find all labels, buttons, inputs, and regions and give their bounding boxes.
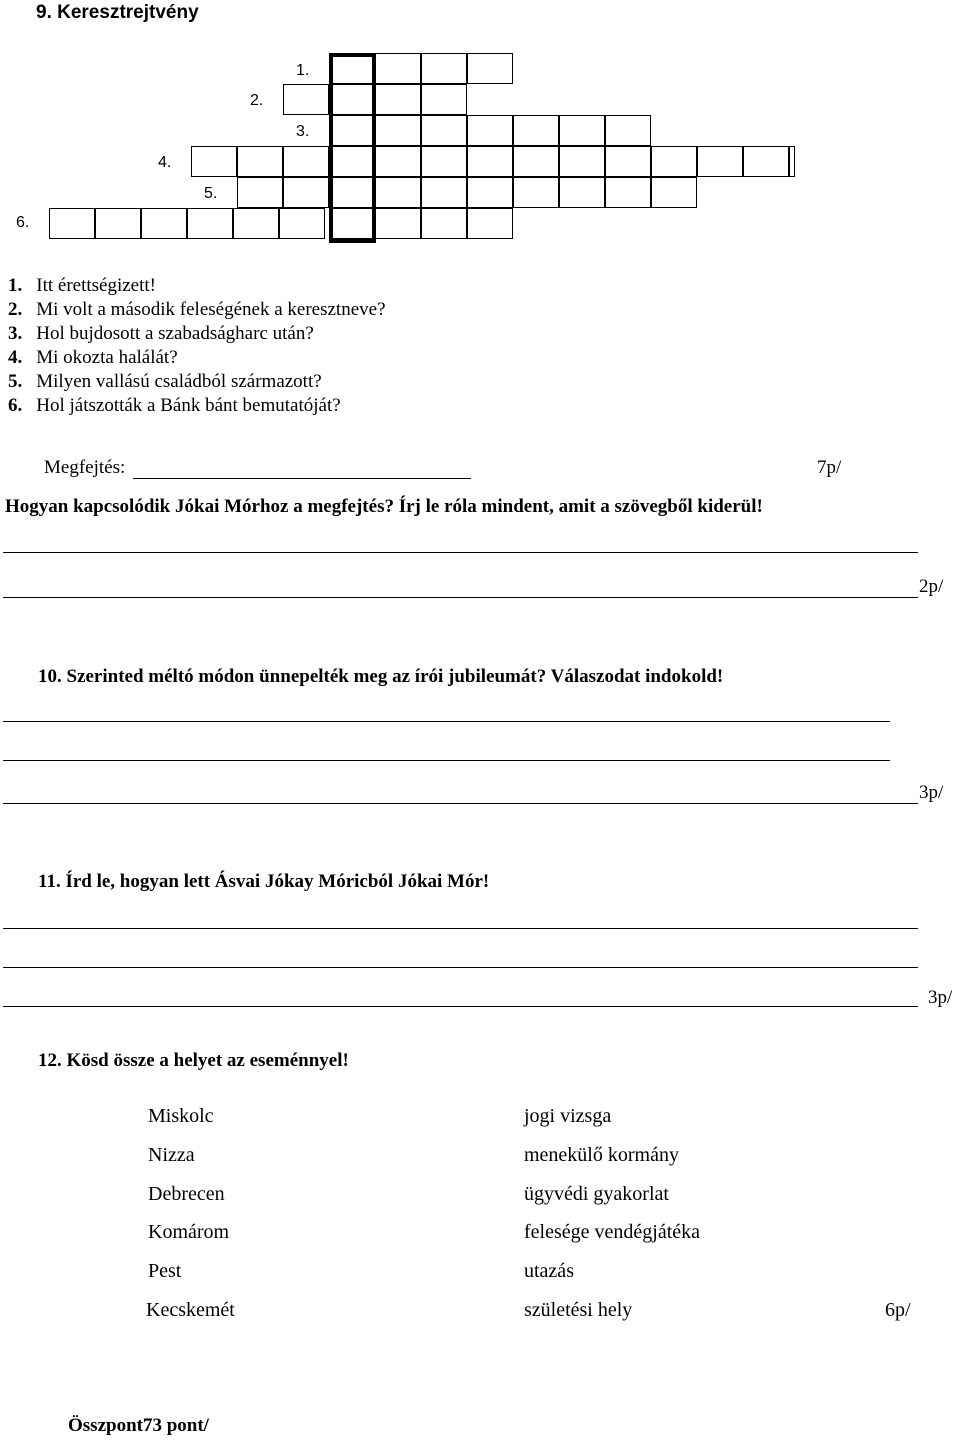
crossword-cell[interactable] bbox=[329, 53, 375, 84]
question-points: 3p/ bbox=[919, 782, 944, 803]
crossword-cell[interactable] bbox=[789, 146, 795, 177]
clue-item: 6. Hol játszották a Bánk bánt bemutatóját? bbox=[8, 395, 341, 416]
crossword-cell[interactable] bbox=[283, 146, 329, 177]
crossword-cell[interactable] bbox=[743, 146, 789, 177]
solution-answer-line[interactable] bbox=[133, 478, 471, 479]
crossword-cell[interactable] bbox=[421, 53, 467, 84]
answer-line[interactable] bbox=[3, 760, 890, 761]
grid-number-1: 1. bbox=[296, 62, 310, 79]
crossword-cell[interactable] bbox=[279, 208, 325, 239]
crossword-cell[interactable] bbox=[421, 115, 467, 146]
answer-line[interactable] bbox=[3, 1006, 918, 1007]
crossword-cell[interactable] bbox=[375, 84, 421, 115]
clue-item: 4. Mi okozta halálát? bbox=[8, 347, 178, 368]
crossword-cell[interactable] bbox=[375, 146, 421, 177]
crossword-cell[interactable] bbox=[421, 84, 467, 115]
crossword-cell[interactable] bbox=[605, 146, 651, 177]
crossword-cell[interactable] bbox=[329, 115, 375, 146]
solution-label: Megfejtés: bbox=[44, 457, 126, 478]
crossword-cell[interactable] bbox=[467, 177, 513, 208]
place-item[interactable]: Kecskemét bbox=[146, 1299, 235, 1321]
crossword-cell[interactable] bbox=[283, 177, 329, 208]
section-title: 9. Keresztrejtvény bbox=[36, 2, 199, 23]
answer-line[interactable] bbox=[3, 928, 918, 929]
event-item[interactable]: felesége vendégjátéka bbox=[524, 1221, 701, 1243]
event-item[interactable]: utazás bbox=[524, 1260, 574, 1282]
crossword-cell[interactable] bbox=[375, 208, 421, 239]
clue-item: 2. Mi volt a második feleségének a keresztneve? bbox=[8, 299, 386, 320]
grid-number-6: 6. bbox=[16, 214, 30, 231]
place-item[interactable]: Debrecen bbox=[148, 1183, 225, 1205]
crossword-cell[interactable] bbox=[421, 177, 467, 208]
crossword-cell[interactable] bbox=[375, 115, 421, 146]
crossword-cell[interactable] bbox=[697, 146, 743, 177]
question-text: 12. Kösd össze a helyet az eseménnyel! bbox=[38, 1050, 349, 1071]
crossword-cell[interactable] bbox=[329, 146, 375, 177]
crossword-cell[interactable] bbox=[141, 208, 187, 239]
crossword-cell[interactable] bbox=[467, 208, 513, 239]
event-item[interactable]: menekülő kormány bbox=[524, 1144, 679, 1166]
place-item[interactable]: Pest bbox=[148, 1260, 182, 1282]
answer-line[interactable] bbox=[3, 597, 918, 598]
place-item[interactable]: Nizza bbox=[148, 1144, 195, 1166]
crossword-cell[interactable] bbox=[559, 146, 605, 177]
event-item[interactable]: jogi vizsga bbox=[524, 1105, 612, 1127]
answer-line[interactable] bbox=[3, 803, 918, 804]
grid-number-5: 5. bbox=[204, 185, 218, 202]
crossword-cell[interactable] bbox=[421, 208, 467, 239]
question-text: Hogyan kapcsolódik Jókai Mórhoz a megfejtés? Írj le róla mindent, amit a szövegből kiderül! bbox=[5, 496, 763, 517]
grid-number-3: 3. bbox=[296, 123, 310, 140]
crossword-cell[interactable] bbox=[559, 177, 605, 208]
question-text: 10. Szerinted méltó módon ünnepelték meg az írói jubileumát? Válaszodat indokold! bbox=[38, 666, 724, 687]
event-item[interactable]: születési hely bbox=[524, 1299, 633, 1321]
question-text: 11. Írd le, hogyan lett Ásvai Jókay Móricból Jókai Mór! bbox=[38, 871, 490, 892]
crossword-cell[interactable] bbox=[49, 208, 95, 239]
clue-item: 5. Milyen vallású családból származott? bbox=[8, 371, 322, 392]
crossword-cell[interactable] bbox=[237, 146, 283, 177]
crossword-cell[interactable] bbox=[513, 177, 559, 208]
crossword-cell[interactable] bbox=[605, 177, 651, 208]
place-item[interactable]: Komárom bbox=[148, 1221, 230, 1243]
place-item[interactable]: Miskolc bbox=[148, 1105, 214, 1127]
crossword-cell[interactable] bbox=[187, 208, 233, 239]
crossword-cell[interactable] bbox=[513, 115, 559, 146]
answer-line[interactable] bbox=[3, 552, 918, 553]
grid-number-2: 2. bbox=[250, 92, 264, 109]
crossword-cell[interactable] bbox=[467, 115, 513, 146]
grid-number-4: 4. bbox=[158, 154, 172, 171]
crossword-cell[interactable] bbox=[513, 146, 559, 177]
clue-item: 3. Hol bujdosott a szabadságharc után? bbox=[8, 323, 314, 344]
crossword-cell[interactable] bbox=[329, 84, 375, 115]
crossword-cell[interactable] bbox=[237, 177, 283, 208]
crossword-cell[interactable] bbox=[283, 84, 329, 115]
event-item[interactable]: ügyvédi gyakorlat bbox=[524, 1183, 669, 1205]
crossword-cell[interactable] bbox=[651, 146, 697, 177]
crossword-cell[interactable] bbox=[329, 177, 375, 208]
crossword-cell[interactable] bbox=[605, 115, 651, 146]
question-points: 3p/ bbox=[928, 987, 953, 1008]
crossword-cell[interactable] bbox=[375, 177, 421, 208]
crossword-cell[interactable] bbox=[329, 208, 375, 239]
crossword-cell[interactable] bbox=[421, 146, 467, 177]
crossword-cell[interactable] bbox=[191, 146, 237, 177]
crossword-cell[interactable] bbox=[467, 146, 513, 177]
crossword-cell[interactable] bbox=[375, 53, 421, 84]
crossword-cell[interactable] bbox=[467, 53, 513, 84]
total-score: Összpont73 pont/ bbox=[68, 1415, 209, 1436]
crossword-cell[interactable] bbox=[559, 115, 605, 146]
crossword-cell[interactable] bbox=[95, 208, 141, 239]
solution-points: 7p/ bbox=[817, 457, 842, 478]
clue-item: 1. Itt érettségizett! bbox=[8, 275, 156, 296]
crossword-cell[interactable] bbox=[233, 208, 279, 239]
question-points: 6p/ bbox=[885, 1299, 911, 1321]
answer-line[interactable] bbox=[3, 967, 918, 968]
crossword-cell[interactable] bbox=[651, 177, 697, 208]
answer-line[interactable] bbox=[3, 721, 890, 722]
question-points: 2p/ bbox=[919, 576, 944, 597]
